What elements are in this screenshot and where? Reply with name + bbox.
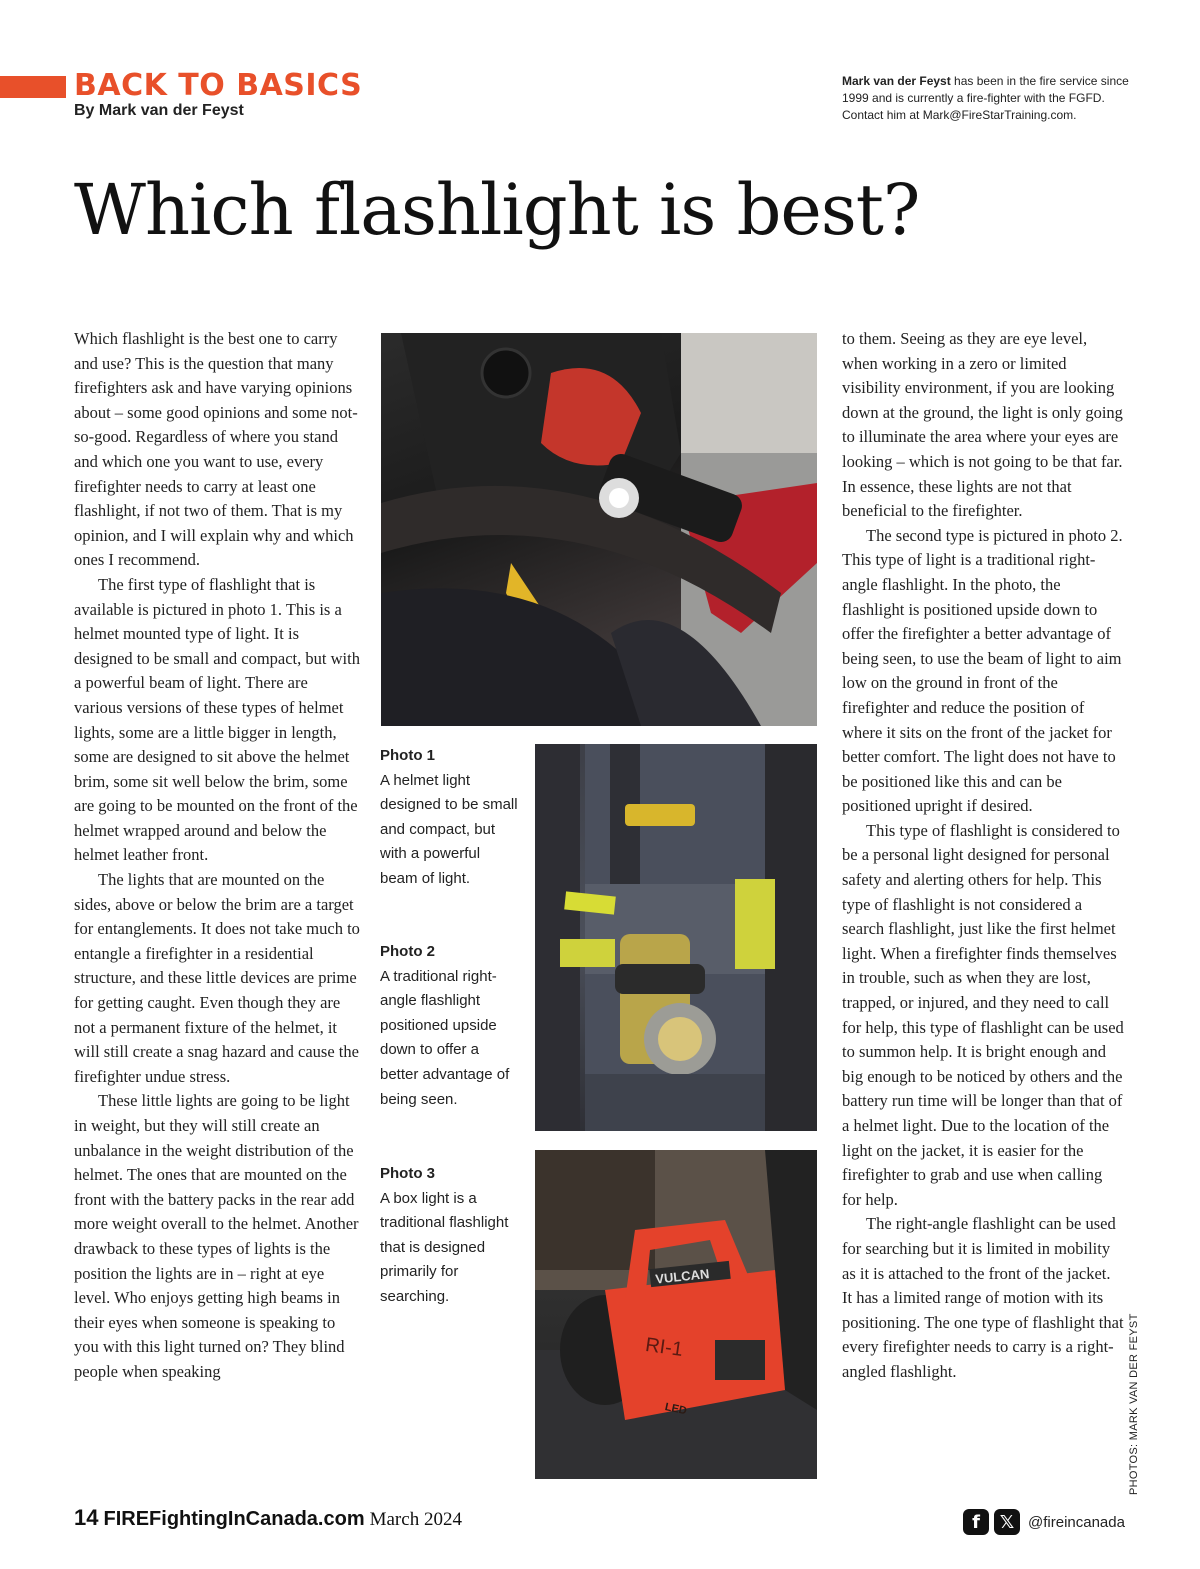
body-column-1	[74, 327, 360, 1385]
author-bio	[842, 73, 1132, 124]
caption-text: A helmet light designed to be small and compact, but with a powerful beam of light.	[380, 771, 518, 887]
paragraph: The first type of flashlight that is available is pictured in photo 1. This is a helmet mounted type of light. It is designed to be small and compact, but with a powerful beam of light. There are various versions of these types of helmet lights, some are a little bigger in length, some are designed to sit above the helmet brim, some sit well below the brim, some are going to be mounted on the front of the helmet wrapped around and below the helmet leather front.	[74, 574, 360, 865]
photo-3-brand-label: VULCAN	[654, 1266, 711, 1287]
page-footer	[74, 1505, 462, 1531]
author-bio-text: has been in the fire service since 1999 and is currently a fire-fighter with the FGFD. Contact him at Mark@FireStarTraining.com.	[842, 74, 1129, 122]
photo-3-caption	[380, 1162, 520, 1310]
caption-text: A traditional right-angle flashlight positioned upside down to offer a better advantage of being seen.	[380, 967, 510, 1108]
headline: Which flashlight is best?	[74, 169, 920, 251]
issue-date: March 2024	[369, 1509, 462, 1530]
caption-title: Photo 2	[380, 943, 435, 960]
caption-text: A box light is a traditional flashlight that is designed primarily for searching.	[380, 1189, 509, 1305]
paragraph: These little lights are going to be light in weight, but they will still create an unbalance in the weight distribution of the helmet. The ones that are mounted on the front with the battery packs in the rear add more weight overall to the helmet. Another drawback to these types of lights is the position the lights are in – right at eye level. Who enjoys getting high beams in their eyes when someone is speaking to you with this light turned on? They blind people when speaking	[74, 1091, 359, 1381]
author-bio-name: Mark van der Feyst	[842, 74, 951, 88]
photo-1-caption	[380, 744, 520, 892]
x-icon[interactable]: 𝕏	[994, 1509, 1020, 1535]
paragraph: Which flashlight is the best one to carry and use? This is the question that many firefighters ask and have varying opinions about – some good opinions and some not-so-good. Regardless of where you stand and which one you want to use, every firefighter needs to carry at least one flashlight, if not two of them. That is my opinion, and I will explain why and which ones I recommend.	[74, 329, 358, 570]
photo-2-caption	[380, 940, 520, 1112]
paragraph: The right-angle flashlight can be used for searching but it is limited in mobility as it is attached to the front of the jacket. It has a limited range of motion with its positioning. The one type of flashlight that every firefighter needs to carry is a right-angled flashlight.	[842, 1214, 1124, 1381]
website-link[interactable]: FIREFightingInCanada.com	[103, 1508, 365, 1530]
facebook-icon[interactable]: f	[963, 1509, 989, 1535]
paragraph: The second type is pictured in photo 2. This type of light is a traditional right-angle flashlight. In the photo, the flashlight is positioned upside down to offer the firefighter a better advantage of being seen, to use the beam of light to aim low on the ground in front of the firefighter and reduce the position of where it sits on the front of the jacket for better comfort. The light does not have to be positioned like this and can be positioned upright if desired.	[842, 525, 1123, 816]
social-handle[interactable]: @fireincanada	[1028, 1513, 1125, 1531]
paragraph: The lights that are mounted on the sides, above or below the brim are a target for entanglements. It does not take much to entangle a firefighter in a residential structure, and these little devices are prime for getting caught. Even though they are not a permanent fixture of the helmet, it will still create a snag hazard and cause the firefighter undue stress.	[74, 870, 360, 1086]
body-column-3	[842, 327, 1124, 1385]
section-accent-bar	[0, 76, 66, 98]
paragraph: This type of flashlight is considered to be a personal light designed for personal safety and alerting others for help. This type of flashlight is not considered a search flashlight, just like the first helmet light. When a firefighter finds themselves in trouble, such as when they are lost, trapped, or injured, and they need to call for help, this type of flashlight can be used to summon help. It is bright enough and big enough to be noticed by others and the battery run time will be longer than that of a helmet light. Due to the location of the light on the jacket, it is easier for the firefighter to grab and use when calling for help.	[842, 820, 1124, 1209]
photo-credit: PHOTOS: MARK VAN DER FEYST	[1128, 1313, 1140, 1495]
caption-title: Photo 1	[380, 747, 435, 764]
photo-3-led-label: LED	[663, 1401, 688, 1418]
column-name: BACK TO BASICS	[74, 68, 363, 103]
paragraph: to them. Seeing as they are eye level, when working in a zero or limited visibility environment, if you are looking down at the ground, the light is only going to illuminate the area where your eyes are looking – which is not going to be that far. In essence, these lights are not that beneficial to the firefighter.	[842, 329, 1123, 521]
photo-2-right-angle-light	[535, 744, 817, 1131]
photo-1-helmet-light	[381, 333, 817, 726]
photo-3-box-light	[535, 1150, 817, 1479]
byline: By Mark van der Feyst	[74, 102, 244, 119]
caption-title: Photo 3	[380, 1165, 435, 1182]
photo-3-marking: RI-1	[643, 1333, 685, 1361]
page-number: 14	[74, 1505, 99, 1530]
social-links	[963, 1509, 1125, 1535]
